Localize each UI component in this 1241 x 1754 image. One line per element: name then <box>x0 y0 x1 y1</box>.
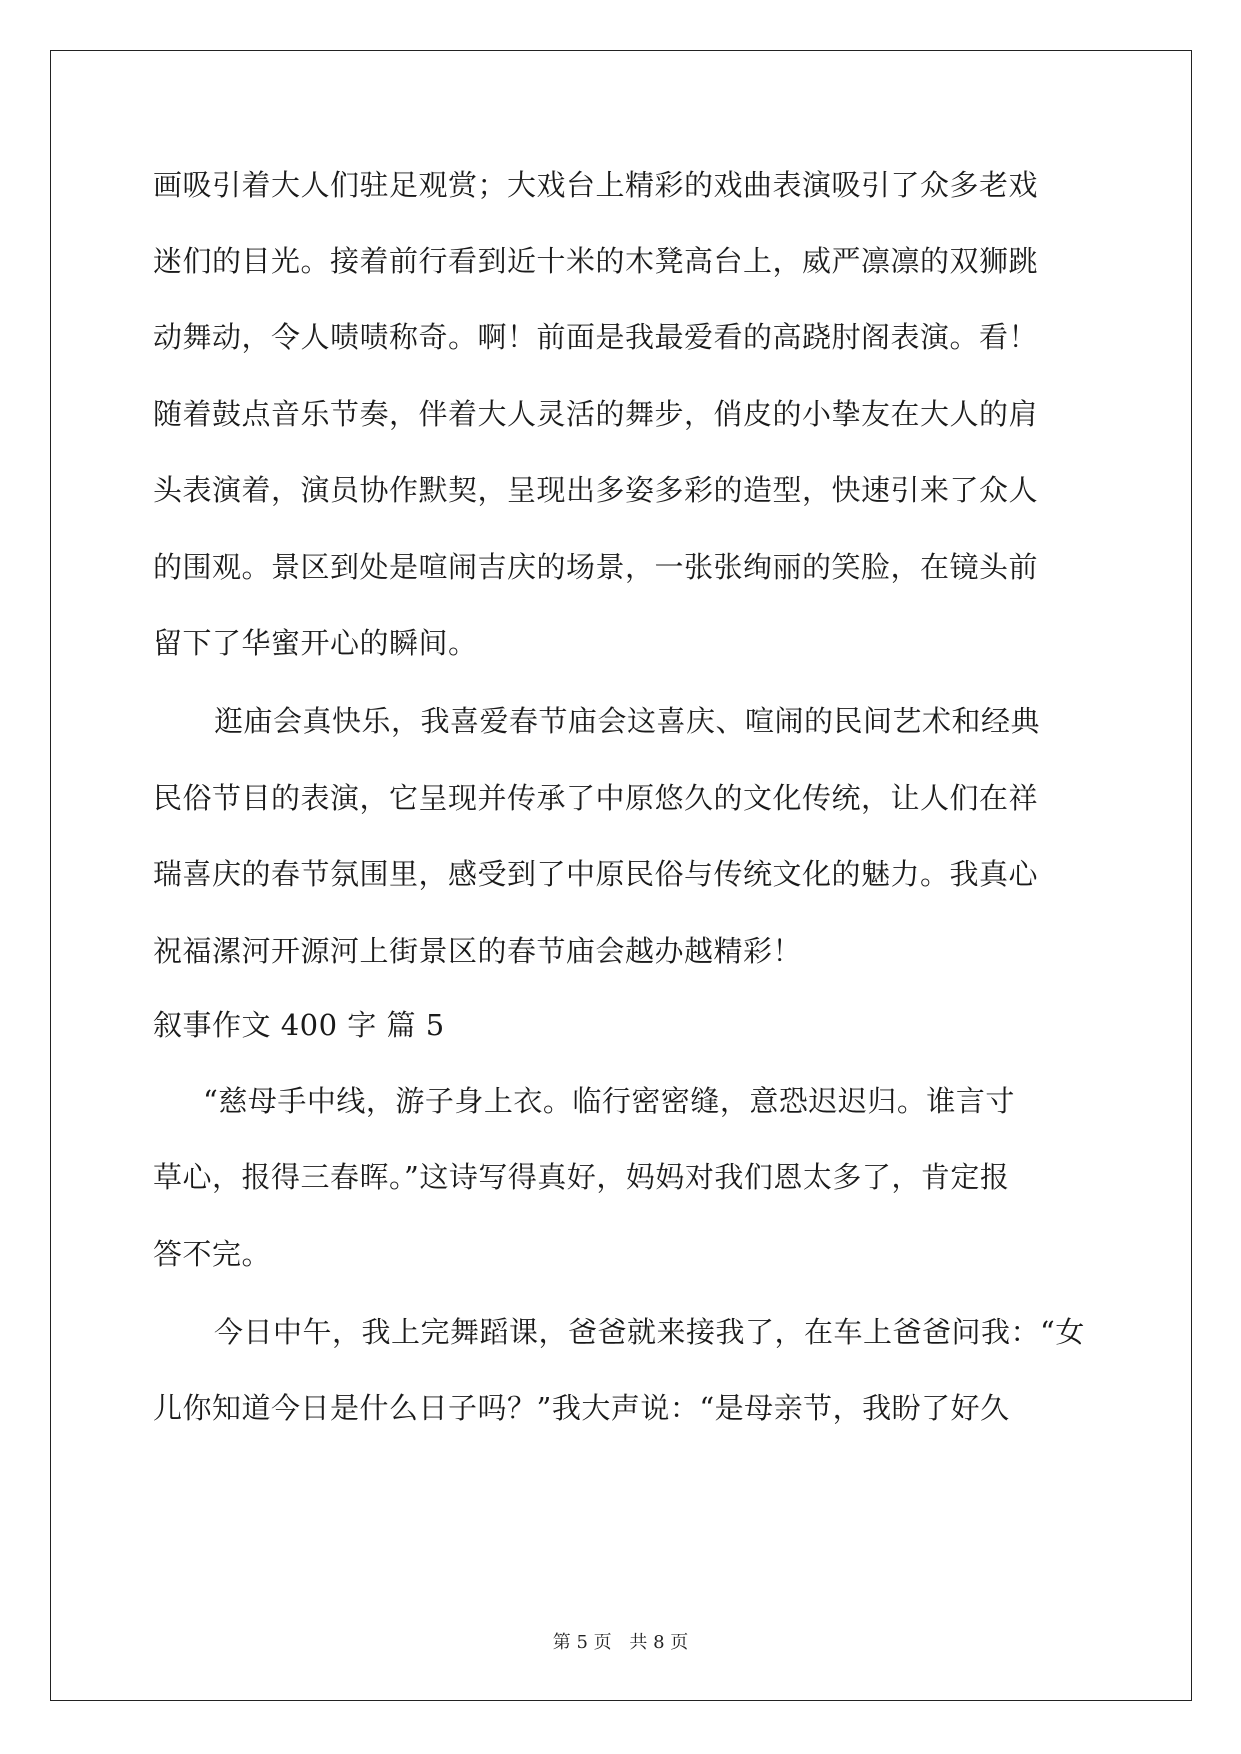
page-footer <box>0 1628 1241 1654</box>
text-line: 祝福漯河开源河上街景区的春节庙会越办越精彩！ <box>153 934 803 968</box>
text-line: 儿你知道今日是什么日子吗？”我大声说：“是母亲节，我盼了好久 <box>153 1391 1010 1425</box>
section-heading: 叙事作文 400 字 篇 5 <box>153 1008 445 1042</box>
page-total: 共 8 页 <box>629 1632 689 1653</box>
page-number: 第 5 页 <box>552 1632 612 1653</box>
text-line: 民俗节目的表演，它呈现并传承了中原悠久的文化传统，让人们在祥 <box>153 781 1039 815</box>
text-line: 瑞喜庆的春节氛围里，感受到了中原民俗与传统文化的魅力。我真心 <box>153 857 1039 891</box>
text-line: 今日中午，我上完舞蹈课，爸爸就来接我了，在车上爸爸问我：“女 <box>214 1315 1085 1349</box>
text-line: 草心，报得三春晖。”这诗写得真好，妈妈对我们恩太多了，肯定报 <box>153 1160 1010 1194</box>
text-line: 头表演着，演员协作默契，呈现出多姿多彩的造型，快速引来了众人 <box>153 473 1039 507</box>
text-line: 迷们的目光。接着前行看到近十米的木凳高台上，威严凛凛的双狮跳 <box>153 244 1039 278</box>
text-line: 逛庙会真快乐，我喜爱春节庙会这喜庆、喧闹的民间艺术和经典 <box>214 704 1041 738</box>
text-line: 答不完。 <box>153 1237 272 1271</box>
text-line: 动舞动，令人啧啧称奇。啊！前面是我最爱看的高跷肘阁表演。看！ <box>153 320 1039 354</box>
text-line: 画吸引着大人们驻足观赏；大戏台上精彩的戏曲表演吸引了众多老戏 <box>153 168 1039 202</box>
text-line: 随着鼓点音乐节奏，伴着大人灵活的舞步，俏皮的小挚友在大人的肩 <box>153 397 1039 431</box>
text-line: “慈母手中线，游子身上衣。临行密密缝，意恐迟迟归。谁言寸 <box>203 1084 1015 1118</box>
text-line: 的围观。景区到处是喧闹吉庆的场景，一张张绚丽的笑脸，在镜头前 <box>153 550 1039 584</box>
text-line: 留下了华蜜开心的瞬间。 <box>153 626 478 660</box>
